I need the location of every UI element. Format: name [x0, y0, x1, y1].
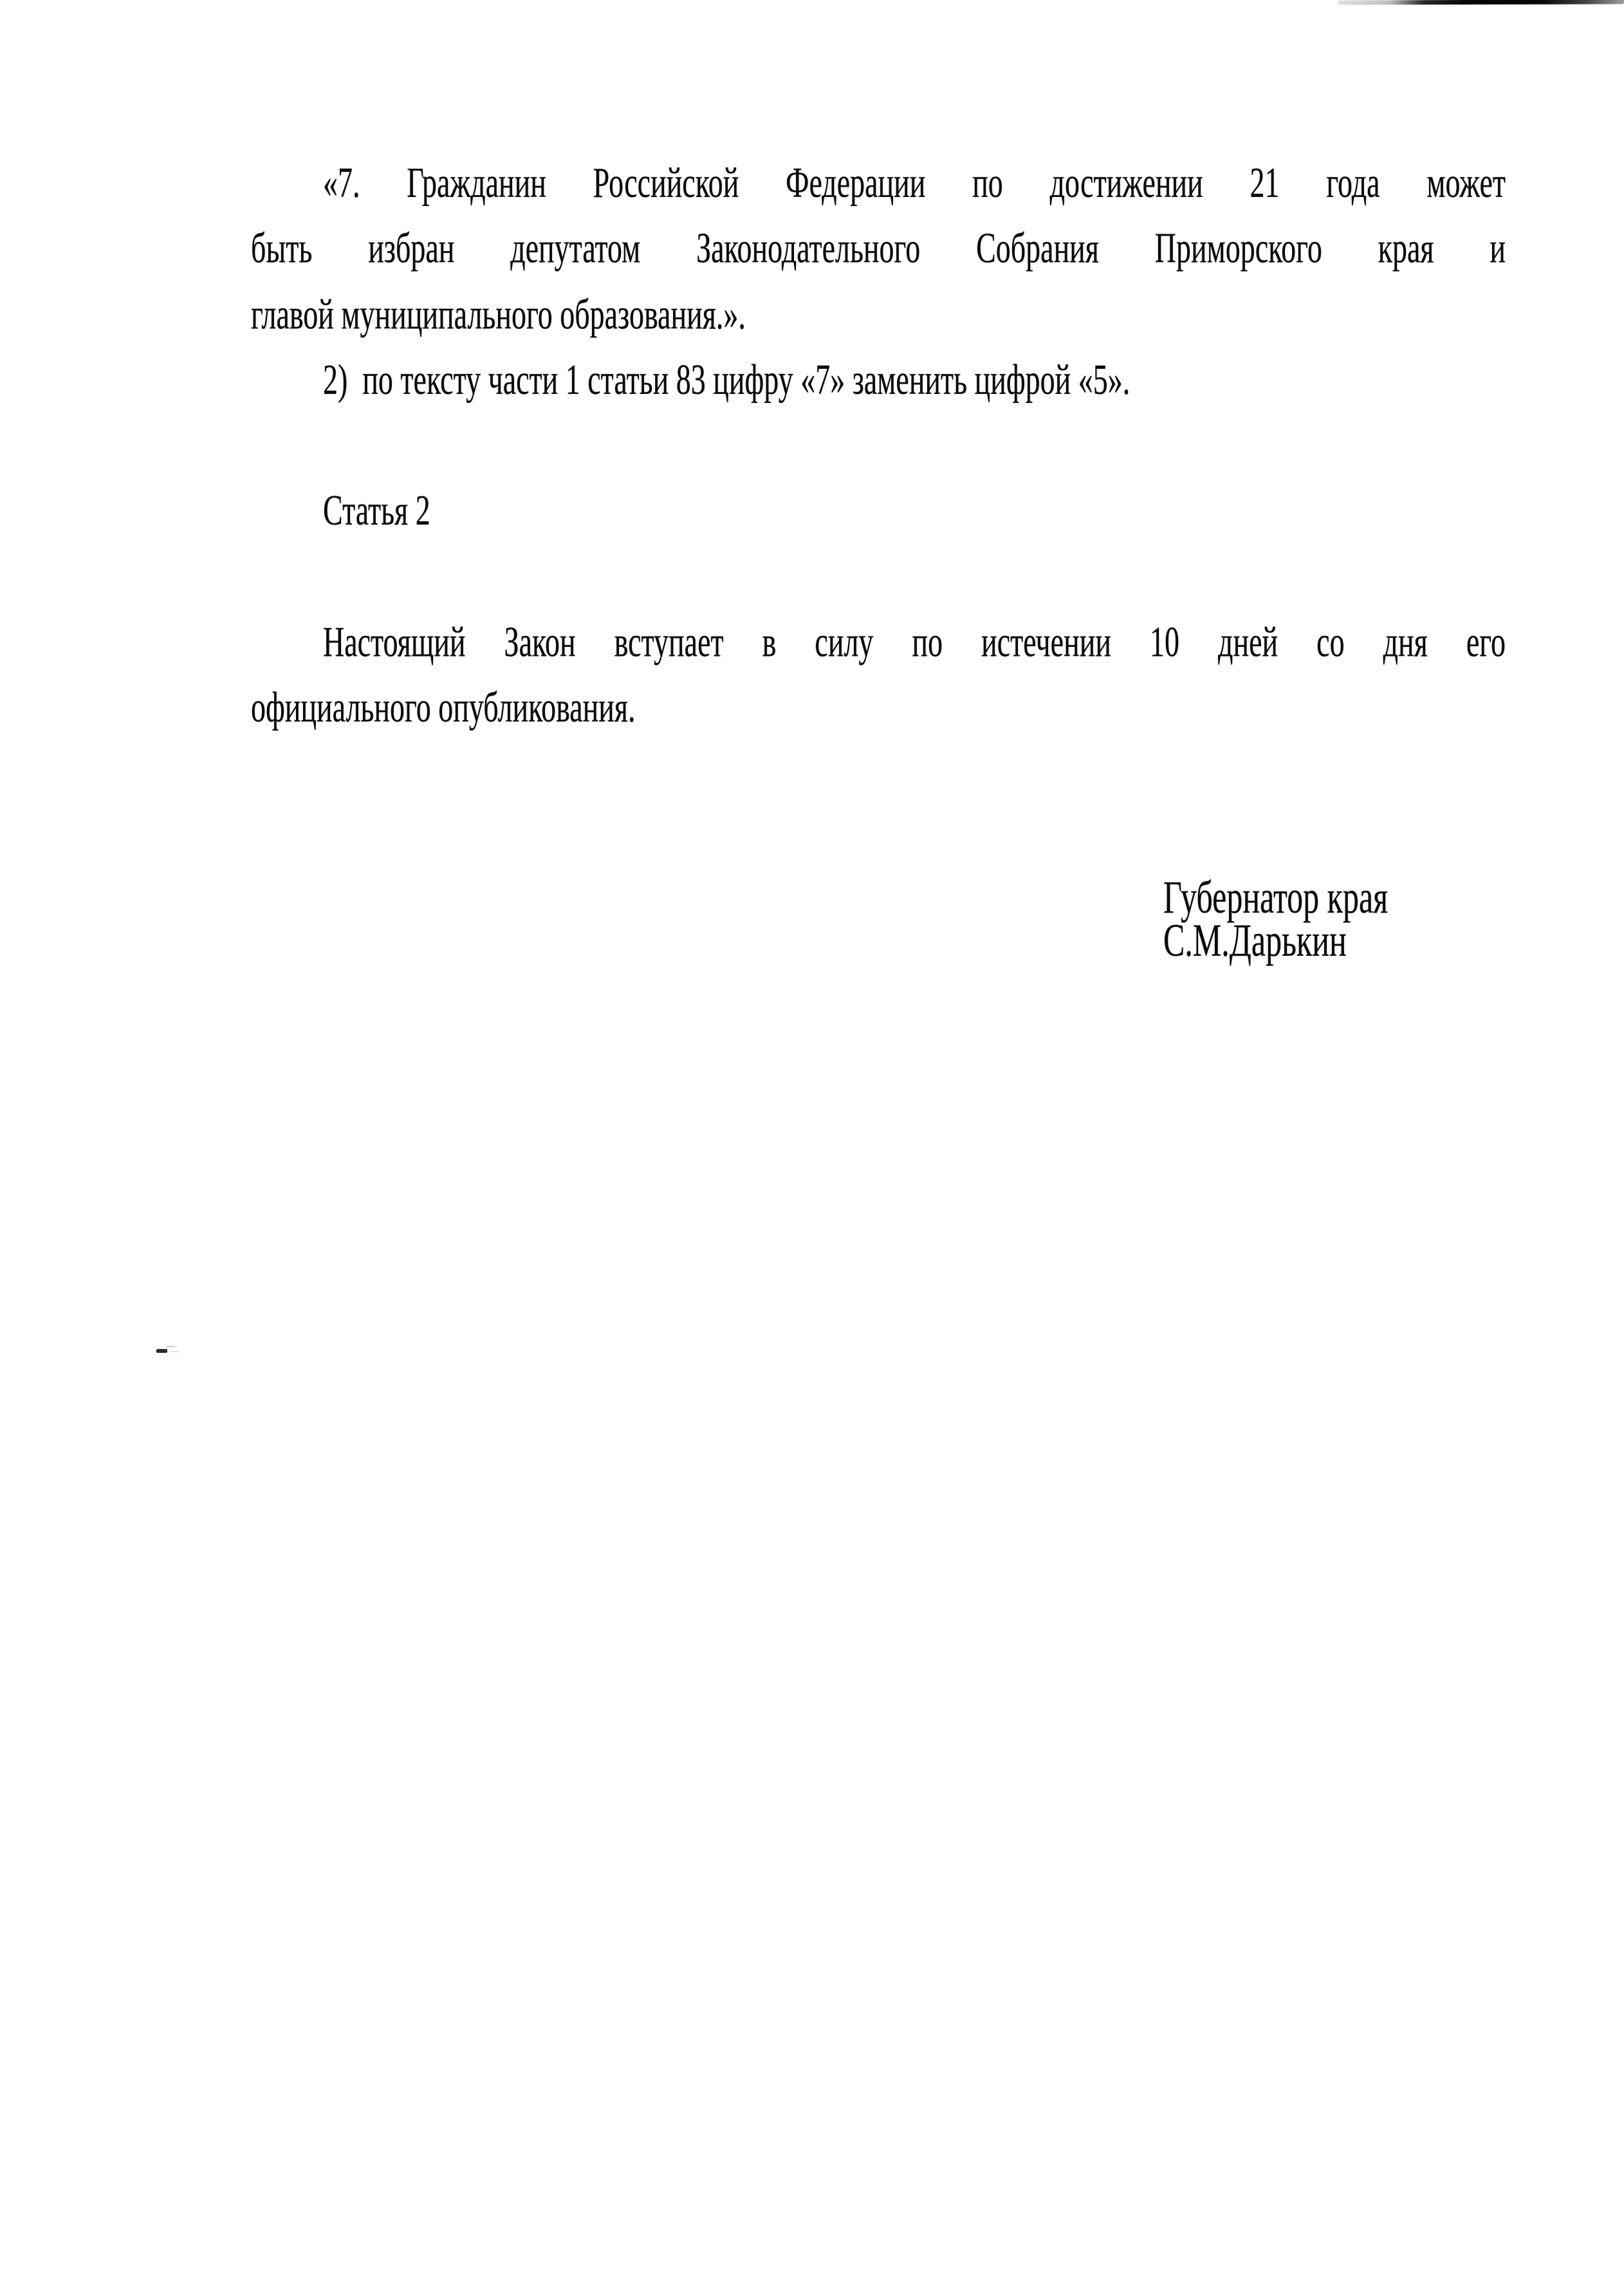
amendment-clause-paragraph: [251, 150, 1506, 347]
blank-line: [251, 413, 1506, 478]
document-content: [0, 0, 1624, 966]
article-2-heading-text: Статья 2: [323, 487, 430, 535]
amendment-clause-line-1: «7. Гражданин Российской Федерации по достижении 21 года может: [323, 158, 1506, 207]
blank-line: [251, 544, 1506, 609]
amendment-item-2: [251, 347, 1506, 413]
entry-into-force-line-2: официального опубликования.: [251, 683, 636, 731]
entry-into-force-line-1: Настоящий Закон вступает в силу по истечении 10 дней со дня его: [323, 618, 1506, 665]
signature-name: С.М.Дарькин: [1163, 913, 1347, 966]
amendment-clause-line-2: быть избран депутатом Законодательного Собрания Приморского края и: [251, 224, 1506, 272]
amendment-item-2-text: 2) по тексту части 1 статьи 83 цифру «7» заменить цифрой «5».: [323, 355, 1130, 404]
signature-title: Губернатор края: [1163, 870, 1389, 924]
signature-block: [1163, 870, 1389, 966]
document-body: [0, 0, 1624, 741]
entry-into-force-paragraph: [251, 609, 1506, 741]
scan-artifact-speck: [156, 1349, 167, 1353]
amendment-clause-line-3: главой муниципального образования.».: [251, 290, 746, 338]
article-2-heading: [251, 478, 1506, 544]
